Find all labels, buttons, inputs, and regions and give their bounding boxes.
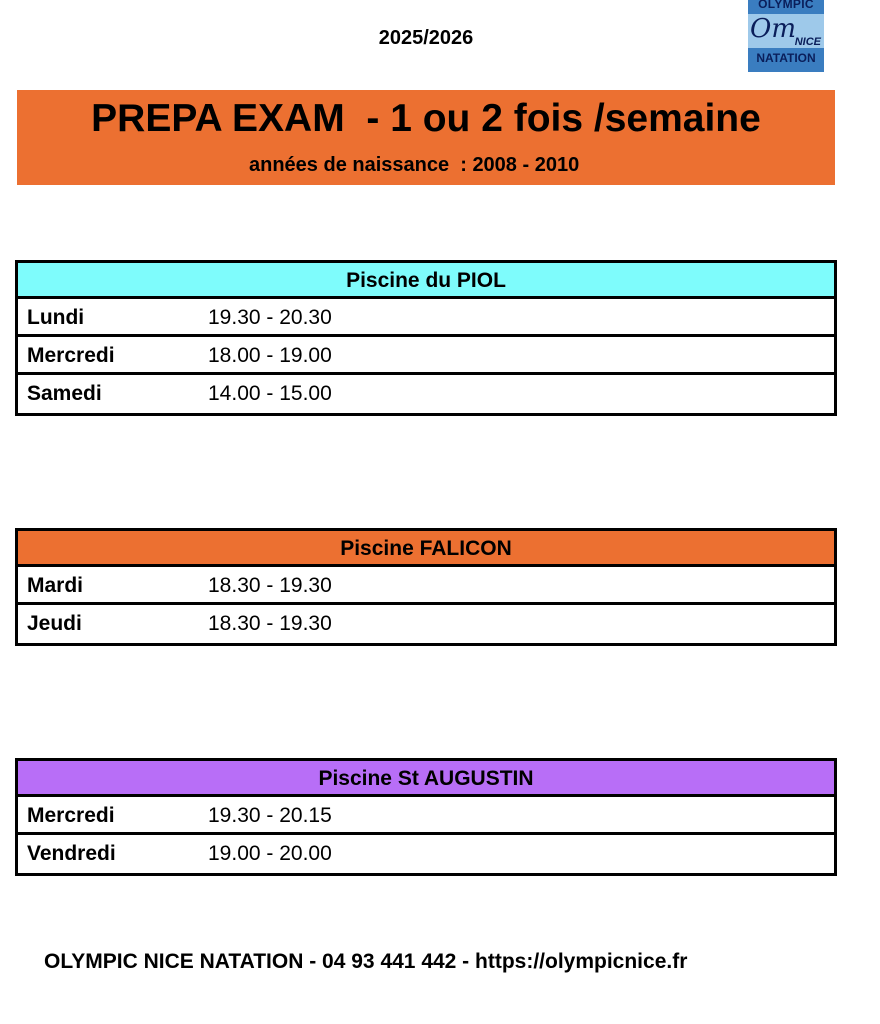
schedule-day: Lundi bbox=[27, 306, 85, 329]
schedule-day: Mardi bbox=[27, 574, 84, 597]
logo-line-3: NATATION bbox=[756, 51, 816, 65]
schedule-time: 19.00 - 20.00 bbox=[208, 842, 332, 865]
schedule-day: Vendredi bbox=[27, 842, 116, 865]
schedule-row bbox=[18, 375, 834, 413]
schedule-time: 19.30 - 20.15 bbox=[208, 804, 332, 827]
pool-table-st-augustin bbox=[15, 758, 837, 876]
title-banner bbox=[17, 90, 835, 185]
schedule-time: 18.30 - 19.30 bbox=[208, 574, 332, 597]
schedule-row bbox=[18, 797, 834, 835]
season-label: 2025/2026 bbox=[378, 27, 474, 49]
schedule-day: Jeudi bbox=[27, 612, 82, 635]
schedule-day: Samedi bbox=[27, 382, 102, 405]
pool-name: Piscine du PIOL bbox=[18, 263, 834, 299]
logo-script: Om bbox=[750, 14, 796, 44]
pool-table-falicon bbox=[15, 528, 837, 646]
schedule-row bbox=[18, 299, 834, 337]
schedule-time: 14.00 - 15.00 bbox=[208, 382, 332, 405]
page-title: PREPA EXAM - 1 ou 2 fois /semaine bbox=[91, 97, 761, 140]
schedule-time: 19.30 - 20.30 bbox=[208, 306, 332, 329]
schedule-time: 18.30 - 19.30 bbox=[208, 612, 332, 635]
pool-name: Piscine FALICON bbox=[18, 531, 834, 567]
schedule-row bbox=[18, 337, 834, 375]
pool-table-piol bbox=[15, 260, 837, 416]
schedule-row bbox=[18, 567, 834, 605]
schedule-row bbox=[18, 605, 834, 643]
club-contact-footer: OLYMPIC NICE NATATION - 04 93 441 442 - https://olympicnice.fr bbox=[44, 950, 688, 973]
schedule-day: Mercredi bbox=[27, 804, 115, 827]
pool-name: Piscine St AUGUSTIN bbox=[18, 761, 834, 797]
schedule-row bbox=[18, 835, 834, 873]
schedule-day: Mercredi bbox=[27, 344, 115, 367]
club-logo bbox=[748, 0, 824, 72]
logo-line-2: NICE bbox=[794, 36, 821, 48]
schedule-time: 18.00 - 19.00 bbox=[208, 344, 332, 367]
logo-line-1: OLYMPIC bbox=[758, 0, 814, 11]
birth-years: années de naissance : 2008 - 2010 bbox=[249, 154, 580, 176]
